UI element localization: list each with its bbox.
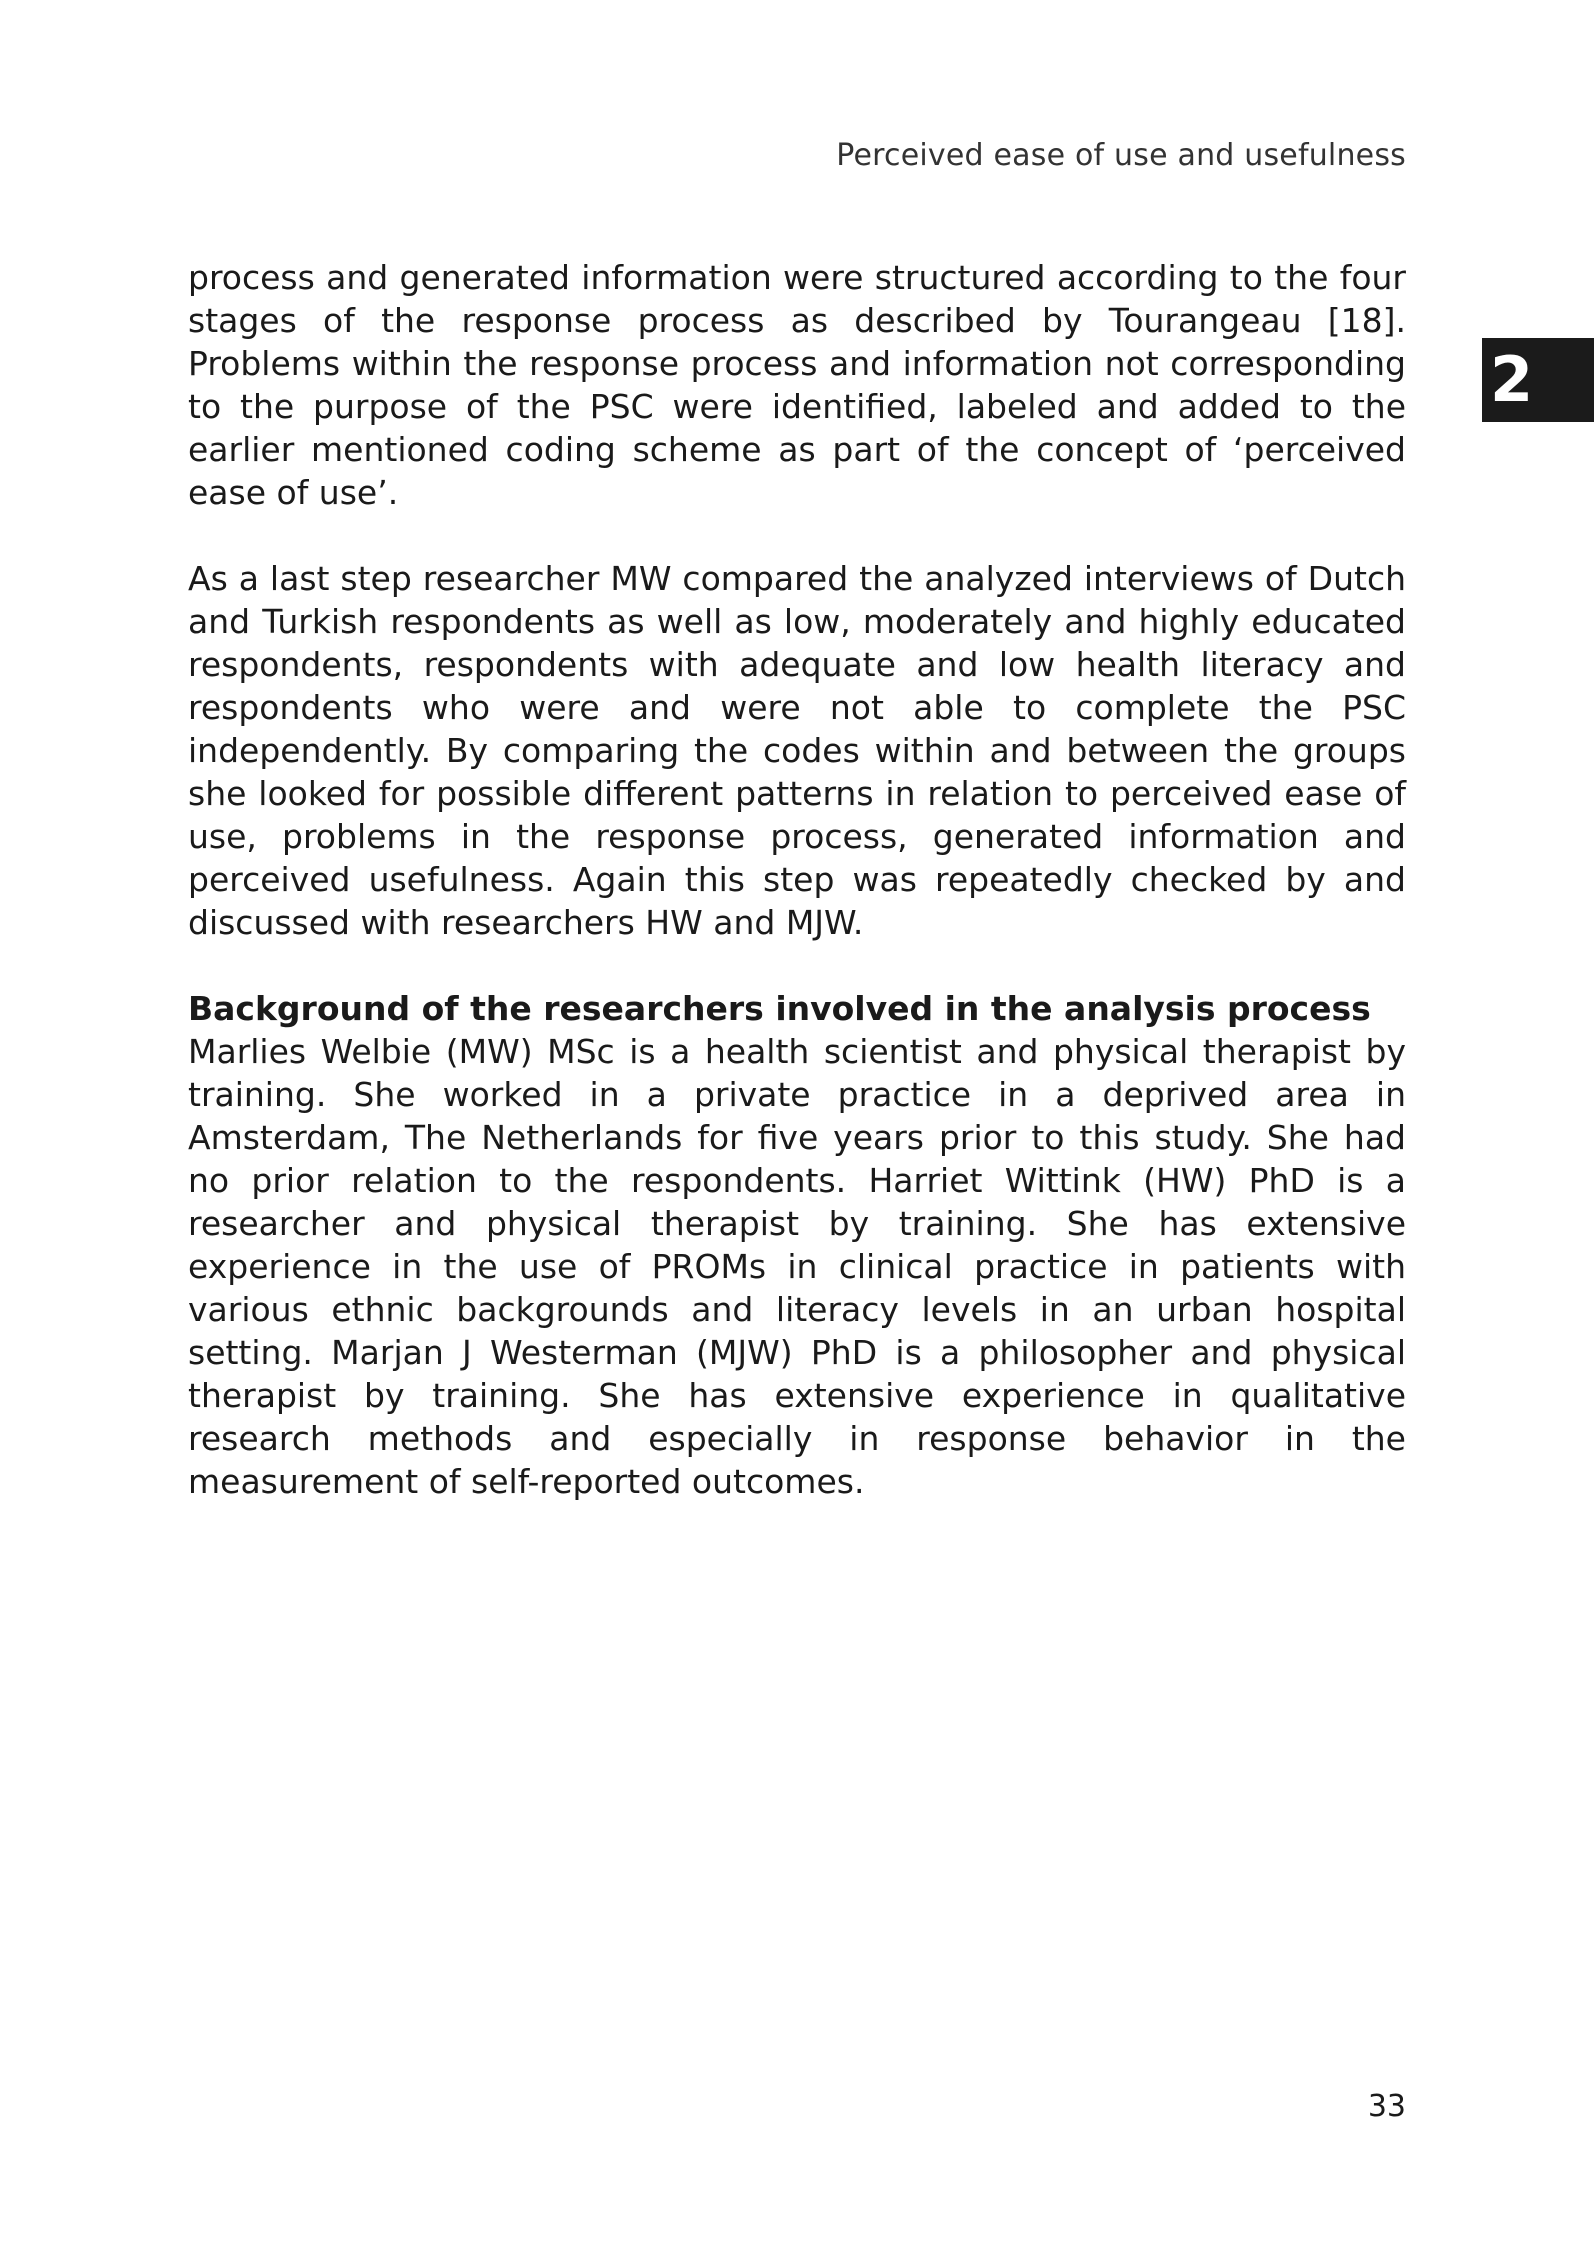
chapter-tab: 2	[1482, 338, 1594, 422]
paragraph-comparison: As a last step researcher MW compared the analyzed interviews of Dutch and Turkish respondents as well as low, moderately and highly educated respondents, respondents with adequate and low health literacy and respondents who were and were not able to complete the PSC independently. By comparing the codes within and between the groups she looked for possible different patterns in relation to perceived ease of use, problems in the response process, generated information and perceived usefulness. Again this step was repeatedly checked by and discussed with researchers HW and MJW.	[188, 559, 1406, 942]
section-heading: Background of the researchers involved in the analysis process	[188, 989, 1371, 1028]
running-header: Perceived ease of use and usefulness	[836, 138, 1406, 173]
page-number: 33	[1367, 2089, 1406, 2124]
paragraph-researchers-background: Marlies Welbie (MW) MSc is a health scientist and physical therapist by training. She worked in a private practice in a deprived area in Amsterdam, The Netherlands for five years prior to this study. She had no prior relation to the respondents. Harriet Wittink (HW) PhD is a researcher and physical therapist by training. She has extensive experience in the use of PROMs in clinical practice in patients with various ethnic backgrounds and literacy levels in an urban hospital setting. Marjan J Westerman (MJW) PhD is a philosopher and physical therapist by training. She has extensive experience in qualitative research methods and especially in response behavior in the measurement of self-reported outcomes.	[188, 1032, 1406, 1501]
paragraph-tourangeau: process and generated information were structured according to the four stages of the response process as described by Tourangeau [18]. Problems within the response process and information not corresponding to the purpose of the PSC were identified, labeled and added to the earlier mentioned coding scheme as part of the concept of ‘perceived ease of use’.	[188, 258, 1406, 512]
body-text	[188, 256, 1406, 1503]
